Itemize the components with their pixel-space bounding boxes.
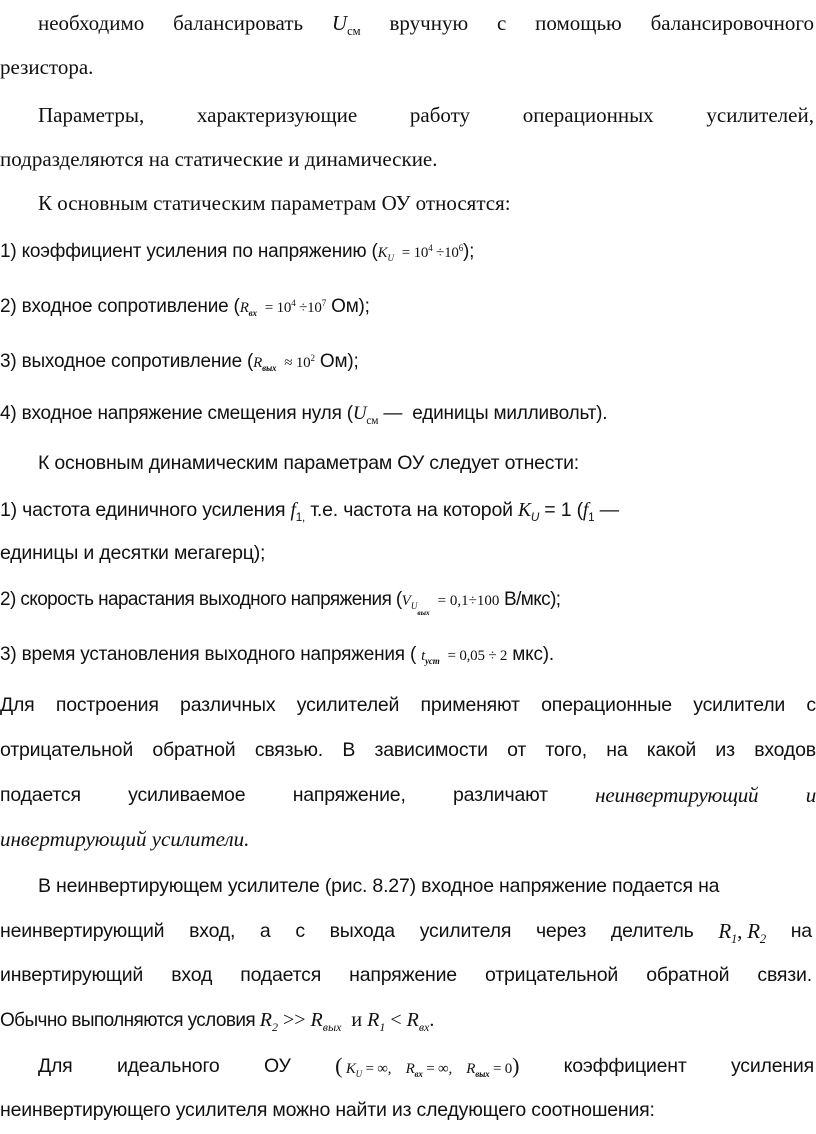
word: из (715, 739, 735, 761)
word: балансировать (173, 11, 304, 35)
r1-r2: $R_1$, $R_2$ (718, 919, 766, 947)
word: неинвертирующий (0, 920, 165, 942)
item-text-end: Ом); (326, 296, 370, 317)
item-text: 3) время установления выходного напряжения ( (0, 644, 422, 665)
formula-rvx: $R_{вх} = 10^4 \div 10^7$ (239, 298, 327, 318)
text-line: К основным динамическим параметрам ОУ следует отнести: (38, 452, 579, 474)
item-text: Обычно выполняются условия (0, 1010, 260, 1031)
word: работу (409, 103, 471, 127)
item-text: 1) частота единичного усиления (0, 499, 291, 521)
item-text: 3) выходное сопротивление ( (0, 351, 254, 372)
word: делитель (610, 920, 694, 942)
word: того, (545, 739, 587, 761)
word: необходимо (38, 11, 145, 35)
text-line (0, 782, 816, 808)
word: усилителей (296, 694, 400, 716)
item-text-end: ); (463, 241, 475, 262)
list-item (0, 587, 816, 617)
word: обратной (646, 964, 730, 986)
text-line (0, 918, 816, 947)
formula-usm: $U_{см}$ (352, 403, 379, 427)
item-text: 2) входное сопротивление ( (0, 296, 240, 317)
word: В (342, 739, 356, 761)
word: усилители (693, 694, 786, 716)
word: напряжение (349, 964, 457, 986)
text-line: неинвертирующего усилителя можно найти из следующего соотношения: (0, 1099, 655, 1121)
item-text: 2) скорость нарастания выходного напряжения ( (0, 589, 402, 610)
word: какой (646, 739, 697, 761)
word: выхода (329, 920, 395, 942)
text-line (0, 10, 816, 39)
item-text: т.е. частота на которой (305, 499, 519, 521)
word: зависимости (374, 739, 488, 761)
conditions: $R_2 >> R_{вых}$ и $R_1 < R_{вх}$. (259, 1009, 435, 1034)
text-line: резистора. (0, 55, 94, 79)
item-text-end: В/мкс); (499, 589, 561, 610)
formula-t: $t_{уст} = 0,05 \div 2$ (421, 648, 508, 666)
word: ОУ (263, 1055, 291, 1077)
item-text: 4) входное напряжение смещения нуля ( (0, 403, 353, 424)
word: отрицательной (0, 739, 134, 761)
word: инвертирующий (0, 964, 144, 986)
text-line (0, 962, 816, 988)
list-item (0, 294, 816, 321)
text-line (0, 1053, 816, 1082)
word: входов (754, 739, 816, 761)
word: помощью (535, 11, 622, 35)
formula-v: $V_{Uвых}= 0,1\div 100$ (401, 593, 500, 617)
word: с (806, 694, 816, 716)
text-line: единицы и десятки мегагерц); (0, 542, 266, 564)
list-item (0, 239, 816, 266)
word: на (790, 920, 812, 942)
text-line (0, 102, 816, 128)
word: различных (180, 694, 276, 716)
item-text-end: мкс). (507, 644, 554, 665)
item-text: = 1 ( (539, 499, 583, 521)
word: Параметры, (38, 103, 145, 127)
formula-ideal: ( $K_U$ = ∞, $R_{вх}$ = ∞, $R_{вых} = 0$) (335, 1053, 520, 1079)
word: от (507, 739, 527, 761)
formula-ku: $K_U = 10^4 \div 10^6$ (377, 243, 464, 263)
word: обратной (152, 739, 236, 761)
item-text-end: — (594, 499, 619, 521)
word: вход, (189, 920, 236, 942)
text-line (0, 737, 816, 763)
italic-term: инвертирующий усилители. (0, 827, 250, 851)
word: балансировочного (650, 11, 814, 35)
word: вручную (389, 11, 469, 35)
word: на (606, 739, 628, 761)
word: с (496, 11, 507, 35)
italic-word: и (805, 783, 816, 807)
list-item: 1) частота единичного усиления $f_{1,}$ т.е. частота на которой $K_U = 1$ ($f_1$ — (0, 499, 619, 524)
math-u-sm: $U_{см}$ (331, 11, 361, 39)
word: применяют (420, 694, 520, 716)
word: усилителей, (706, 103, 814, 127)
word: усилителя (419, 920, 512, 942)
word: подается (0, 784, 81, 806)
text-line: подразделяются на статические и динамические. (0, 147, 438, 171)
word: с (295, 920, 305, 942)
word: а (259, 920, 271, 942)
word: операционные (541, 694, 672, 716)
word: связи. (757, 964, 812, 986)
word: усиления (730, 1055, 814, 1077)
formula-rvyx: $R_{вых} \approx 10^2$ (253, 353, 315, 373)
list-item (0, 349, 816, 376)
word: идеального (116, 1055, 220, 1077)
text-line: К основным статическим параметрам ОУ относятся: (38, 191, 511, 215)
word: усиливаемое (128, 784, 246, 806)
item-text-end: — единицы милливольт). (378, 403, 608, 424)
word: связью. (254, 739, 324, 761)
item-text-end: Ом); (314, 351, 359, 372)
word: коэффициент (563, 1055, 687, 1077)
word: построения (55, 694, 159, 716)
word: напряжение, (292, 784, 406, 806)
word: Для (38, 1055, 73, 1077)
word: подается (240, 964, 322, 986)
word: Для (0, 694, 35, 716)
text-line: В неинвертирующем усилителе (рис. 8.27) входное напряжение подается на (38, 875, 720, 897)
word: отрицательной (485, 964, 619, 986)
word: характеризующие (196, 103, 358, 127)
list-item (0, 401, 816, 427)
text-line (0, 1007, 816, 1034)
word: операционных (522, 103, 654, 127)
word: вход (171, 964, 213, 986)
list-item (0, 642, 816, 669)
item-text: 1) коэффициент усиления по напряжению ( (0, 241, 378, 262)
italic-term: неинвертирующий (595, 783, 759, 807)
word: различают (453, 784, 548, 806)
word: через (535, 920, 587, 942)
text-line (0, 692, 816, 718)
